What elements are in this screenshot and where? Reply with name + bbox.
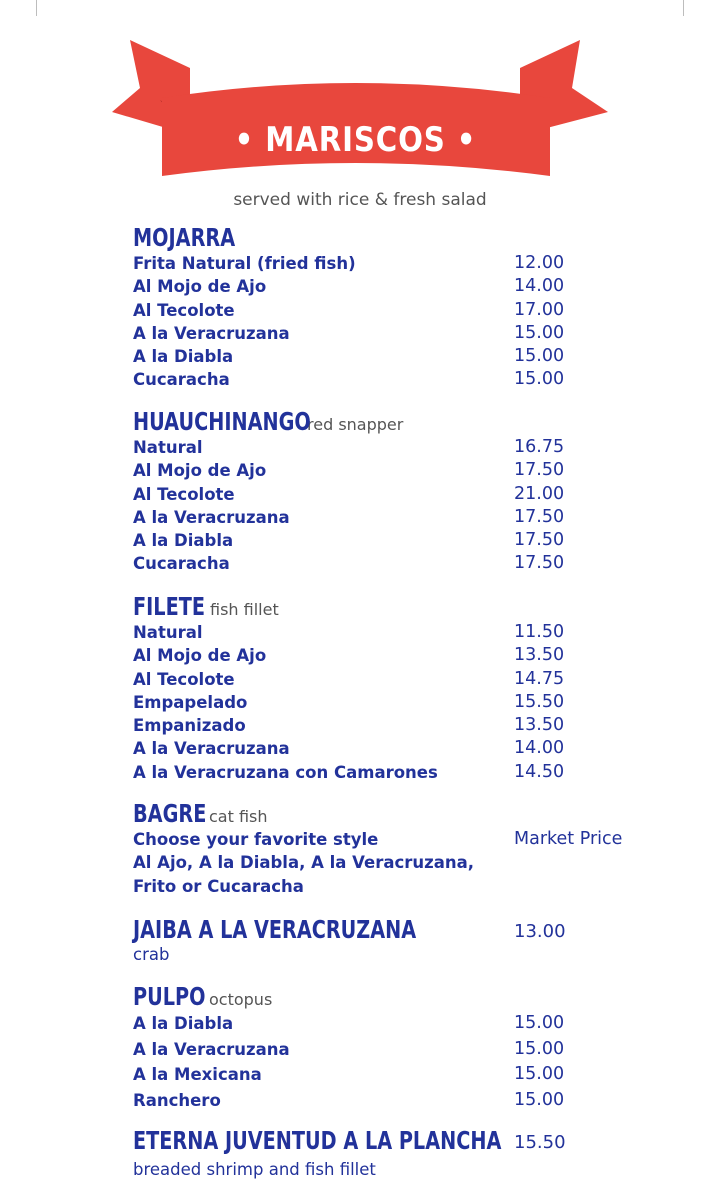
menu-item: A la Veracruzana con Camarones 14.50 <box>133 761 565 782</box>
section-description: fish fillet <box>210 600 279 619</box>
banner-title <box>50 120 661 160</box>
menu-item: Cucaracha 17.50 <box>133 553 565 574</box>
menu-item: Al Mojo de Ajo 17.50 <box>133 460 565 481</box>
bullet-right-icon: • <box>456 120 477 160</box>
section-description: crab <box>133 945 170 964</box>
section-heading: HUAUCHINANGO <box>133 407 311 436</box>
style-options: Al Ajo, A la Diabla, A la Veracruzana, <box>133 853 475 873</box>
section-description: cat fish <box>209 807 268 826</box>
section-heading: BAGRE <box>133 799 207 828</box>
menu-item: A la Veracruzana 15.00 <box>133 322 565 343</box>
section-filete <box>133 593 693 784</box>
menu-item: A la Diabla 17.50 <box>133 530 565 551</box>
menu-subtitle: served with rice & fresh salad <box>233 190 487 210</box>
section-heading: MOJARRA <box>133 223 236 252</box>
menu-item: Cucaracha 15.00 <box>133 369 565 390</box>
section-heading: FILETE <box>133 592 206 621</box>
section-jaiba <box>133 916 693 966</box>
menu-item: Al Mojo de Ajo 13.50 <box>133 645 565 666</box>
menu-item: Al Mojo de Ajo 14.00 <box>133 276 565 297</box>
menu-item: A la Diabla 15.00 <box>133 1013 565 1033</box>
section-heading: PULPO <box>133 982 206 1011</box>
menu-item: Empapelado 15.50 <box>133 691 565 712</box>
section-description: red snapper <box>307 415 404 434</box>
menu-title: MARISCOS <box>265 120 446 160</box>
menu-item: Ranchero 15.00 <box>133 1089 565 1110</box>
menu-item: Natural 16.75 <box>133 437 565 457</box>
section-bagre <box>133 800 693 898</box>
section-price: 13.00 <box>514 921 566 942</box>
section-huauchinango <box>133 408 693 576</box>
menu-item: Frita Natural (fried fish) 12.00 <box>133 253 565 273</box>
menu-item: Natural 11.50 <box>133 622 565 642</box>
market-price: Market Price <box>514 829 623 849</box>
menu-item: A la Veracruzana 17.50 <box>133 506 565 527</box>
section-heading: ETERNA JUVENTUD A LA PLANCHA <box>133 1126 502 1155</box>
menu-item: Al Tecolote 21.00 <box>133 483 565 504</box>
section-description: breaded shrimp and fish fillet <box>133 1160 376 1179</box>
style-options: Frito or Cucaracha <box>133 876 304 896</box>
menu-item: Al Tecolote 17.00 <box>133 299 565 320</box>
bullet-left-icon: • <box>234 120 255 160</box>
menu-item: A la Veracruzana 14.00 <box>133 738 565 759</box>
menu-item: A la Diabla 15.00 <box>133 346 565 367</box>
menu-item: Choose your favorite style Market Price <box>133 828 693 851</box>
section-eterna-juventud <box>133 1127 693 1181</box>
menu-item: A la Veracruzana 15.00 <box>133 1038 565 1059</box>
section-pulpo <box>133 983 693 1113</box>
menu-item: Al Tecolote 14.75 <box>133 668 565 689</box>
menu-item: A la Mexicana 15.00 <box>133 1064 565 1084</box>
section-mojarra <box>133 224 693 392</box>
section-price: 15.50 <box>514 1132 566 1153</box>
section-description: octopus <box>209 990 273 1009</box>
menu-item: Empanizado 13.50 <box>133 715 565 736</box>
section-heading: JAIBA A LA VERACRUZANA <box>133 915 417 944</box>
